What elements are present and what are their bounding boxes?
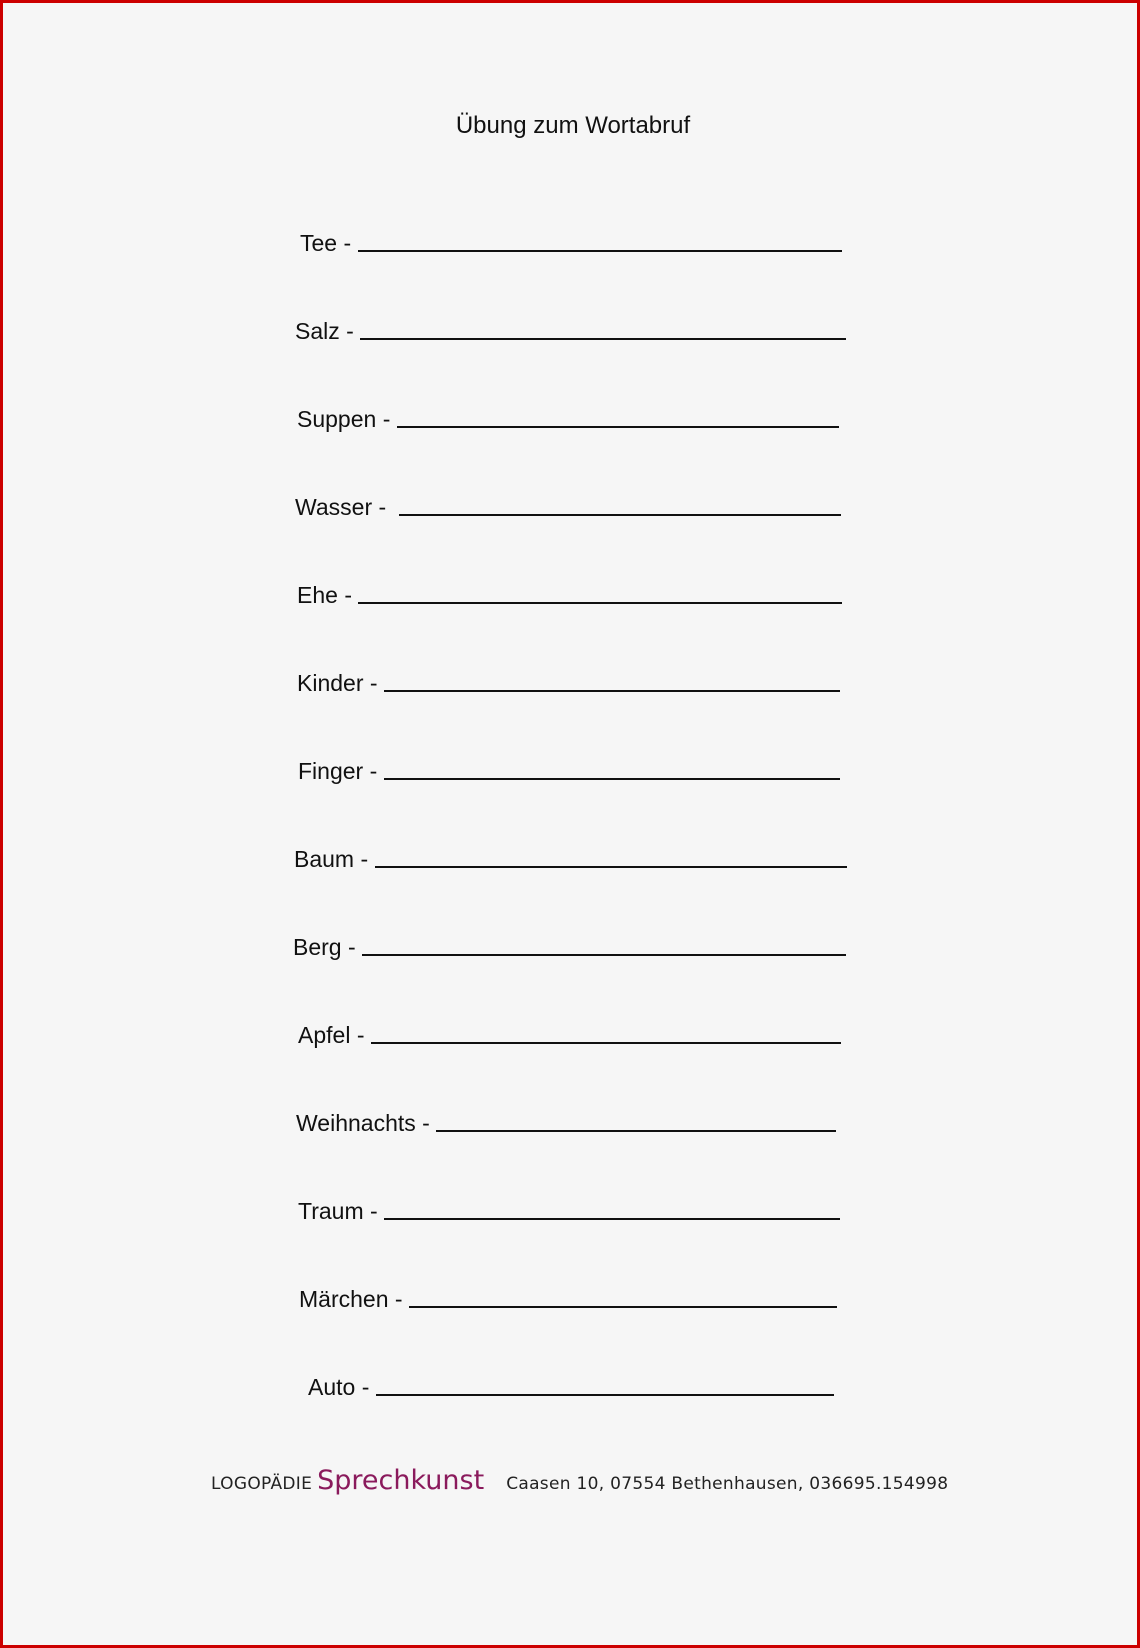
exercise-row-3 <box>297 394 839 434</box>
exercise-row-10 <box>298 1010 841 1050</box>
logo-name: Sprechkunst <box>317 1465 485 1496</box>
exercise-row-7 <box>298 746 840 786</box>
footer <box>211 1465 948 1496</box>
exercise-word: Tee - <box>300 230 358 256</box>
exercise-row-9 <box>293 922 846 962</box>
exercise-word: Finger - <box>298 758 384 784</box>
answer-line <box>397 426 839 428</box>
answer-line <box>384 1218 840 1220</box>
answer-line <box>436 1130 836 1132</box>
exercise-row-11 <box>296 1098 836 1138</box>
answer-line <box>384 690 840 692</box>
exercise-row-12 <box>298 1186 840 1226</box>
exercise-row-4 <box>295 482 841 522</box>
exercise-word: Auto - <box>308 1374 376 1400</box>
answer-line <box>409 1306 837 1308</box>
exercise-word: Traum - <box>298 1198 385 1224</box>
exercise-word: Wasser - <box>295 494 399 520</box>
exercise-word: Weihnachts - <box>296 1110 437 1136</box>
exercise-word: Apfel - <box>298 1022 371 1048</box>
exercise-row-2 <box>295 306 846 346</box>
exercise-row-5 <box>297 570 842 610</box>
exercise-row-6 <box>297 658 840 698</box>
answer-line <box>358 250 842 252</box>
exercise-word: Kinder - <box>297 670 384 696</box>
exercise-row-13 <box>299 1274 837 1314</box>
answer-line <box>375 866 847 868</box>
exercise-word: Märchen - <box>299 1286 409 1312</box>
footer-address: Caasen 10, 07554 Bethenhausen, 036695.154998 <box>506 1474 949 1494</box>
exercise-row-14 <box>308 1362 834 1402</box>
exercise-word: Salz - <box>295 318 361 344</box>
exercise-word: Berg - <box>293 934 363 960</box>
exercise-word: Suppen - <box>297 406 397 432</box>
answer-line <box>362 954 846 956</box>
answer-line <box>384 778 840 780</box>
page-title: Übung zum Wortabruf <box>455 112 691 139</box>
answer-line <box>371 1042 841 1044</box>
exercise-word: Baum - <box>294 846 375 872</box>
exercise-word: Ehe - <box>297 582 359 608</box>
answer-line <box>399 514 841 516</box>
exercise-row-8 <box>294 834 847 874</box>
exercise-row-1 <box>300 218 842 258</box>
answer-line <box>358 602 842 604</box>
answer-line <box>360 338 846 340</box>
answer-line <box>376 1394 834 1396</box>
logo-prefix: LOGOPÄDIE <box>211 1474 313 1494</box>
